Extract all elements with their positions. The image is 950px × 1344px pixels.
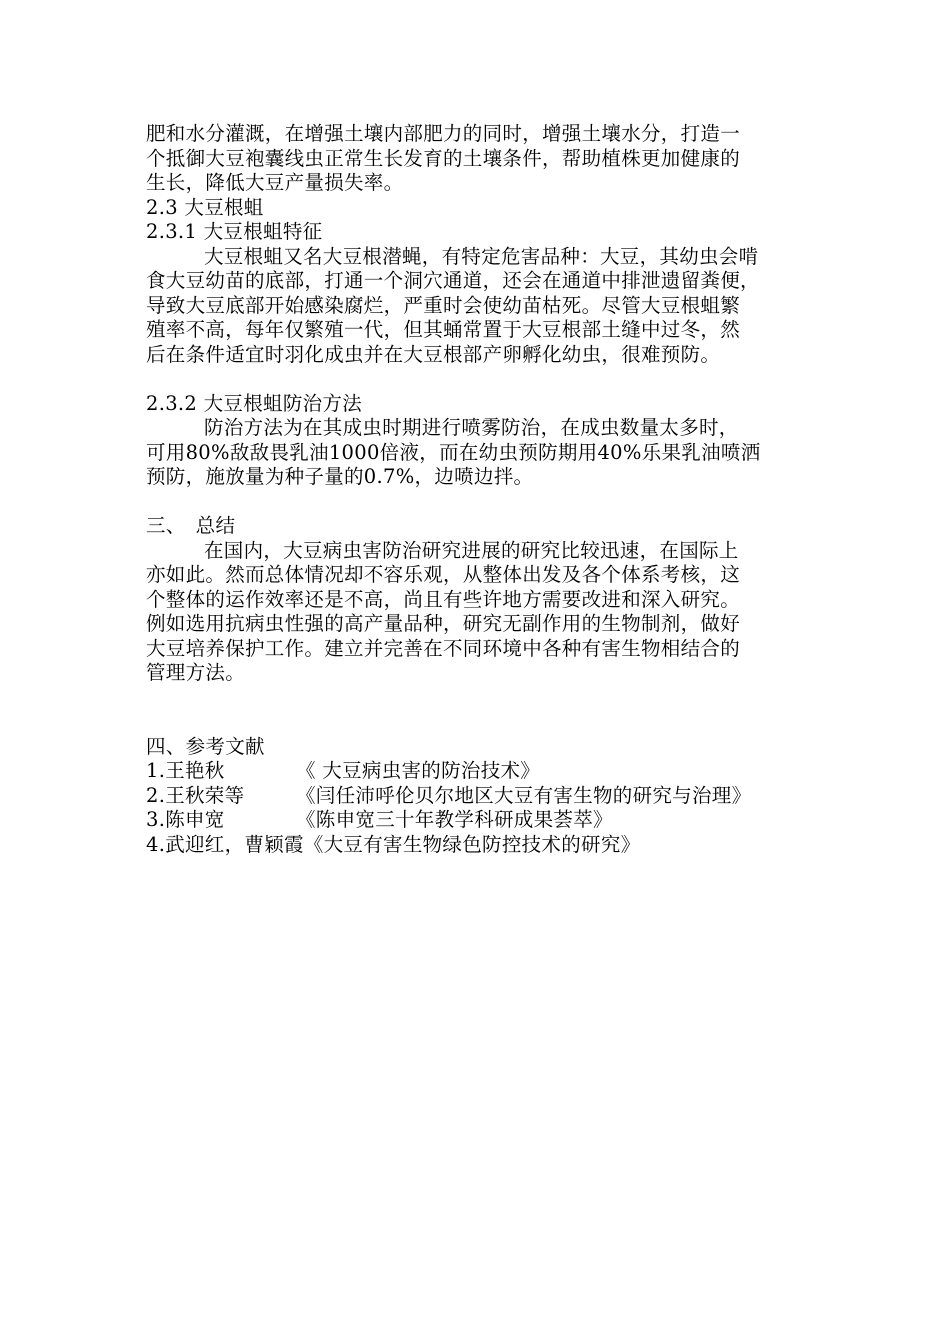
section-heading-summary: 三、 总结 [146,514,236,537]
section-heading-2-3: 2.3 大豆根蛆 [146,195,264,219]
document-page [146,122,806,857]
text-line: 管理方法。 [146,661,246,684]
reference-list [146,759,806,857]
spacer [146,367,806,392]
text-line: 生长，降低大豆产量损失率。 [146,171,404,194]
text-line: 个抵御大豆袍囊线虫正常生长发育的土壤条件，帮助植株更加健康的 [146,146,741,170]
paragraph-root-maggot-control [146,416,806,490]
subsection-heading-2-3-1: 2.3.1 大豆根蛆特征 [146,220,323,243]
intro-paragraph [146,122,806,196]
spacer [146,490,806,515]
text-line: 个整体的运作效率还是不高，尚且有些许地方需要改进和深入研究。 [146,587,741,611]
reference-author: 4.武迎红，曹颖霞 [146,832,304,856]
text-line: 预防，施放量为种子量的0.7%，边喷边拌。 [146,465,534,488]
text-line: 例如选用抗病虫性强的高产量品种，研究无副作用的生物制剂，做好 [146,612,741,635]
paragraph-root-maggot-features [146,245,806,368]
text-line: 食大豆幼苗的底部，打通一个洞穴通道，还会在通道中排泄遗留粪便， [146,269,760,292]
text-line: 亦如此。然而总体情况却不容乐观，从整体出发及各个体系考核，这 [146,563,741,586]
reference-item [146,784,806,809]
spacer [146,686,806,711]
reference-title: 《大豆有害生物绿色防控技术的研究》 [303,832,641,856]
reference-item [146,833,806,858]
text-line: 导致大豆底部开始感染腐烂，严重时会使幼苗枯死。尽管大豆根蛆繁 [146,293,741,317]
text-line: 后在条件适宜时羽化成虫并在大豆根部产卵孵化幼虫，很难预防。 [146,342,721,366]
paragraph-summary [146,539,806,686]
text-line: 在国内，大豆病虫害防治研究进展的研究比较迅速，在国际上 [204,538,739,562]
reference-title: 《 大豆病虫害的防治技术》 [296,759,541,782]
reference-title: 《陈申宽三十年教学科研成果荟萃》 [296,808,613,831]
reference-author: 2.王秋荣等 [146,783,245,807]
reference-author: 3.陈申宽 [146,808,225,831]
text-line: 可用80%敌敌畏乳油1000倍液，而在幼虫预防期用40%乐果乳油喷洒 [146,440,761,464]
section-heading-references: 四、参考文献 [146,734,265,758]
text-line: 殖率不高，每年仅繁殖一代，但其蛹常置于大豆根部土缝中过冬，然 [146,318,741,341]
text-line: 防治方法为在其成虫时期进行喷雾防治，在成虫数量太多时， [204,416,739,439]
text-line: 大豆根蛆又名大豆根潜蝇，有特定危害品种：大豆，其幼虫会啃 [204,244,759,268]
reference-item [146,808,806,833]
text-line: 肥和水分灌溉，在增强土壤内部肥力的同时，增强土壤水分，打造一 [146,122,741,145]
text-line: 大豆培养保护工作。建立并完善在不同环境中各种有害生物相结合的 [146,636,741,660]
reference-author: 1.王艳秋 [146,759,225,782]
reference-item [146,759,806,784]
reference-title: 《闫任沛呼伦贝尔地区大豆有害生物的研究与治理》 [296,783,752,807]
spacer [146,710,806,735]
subsection-heading-2-3-2: 2.3.2 大豆根蛆防治方法 [146,391,363,415]
